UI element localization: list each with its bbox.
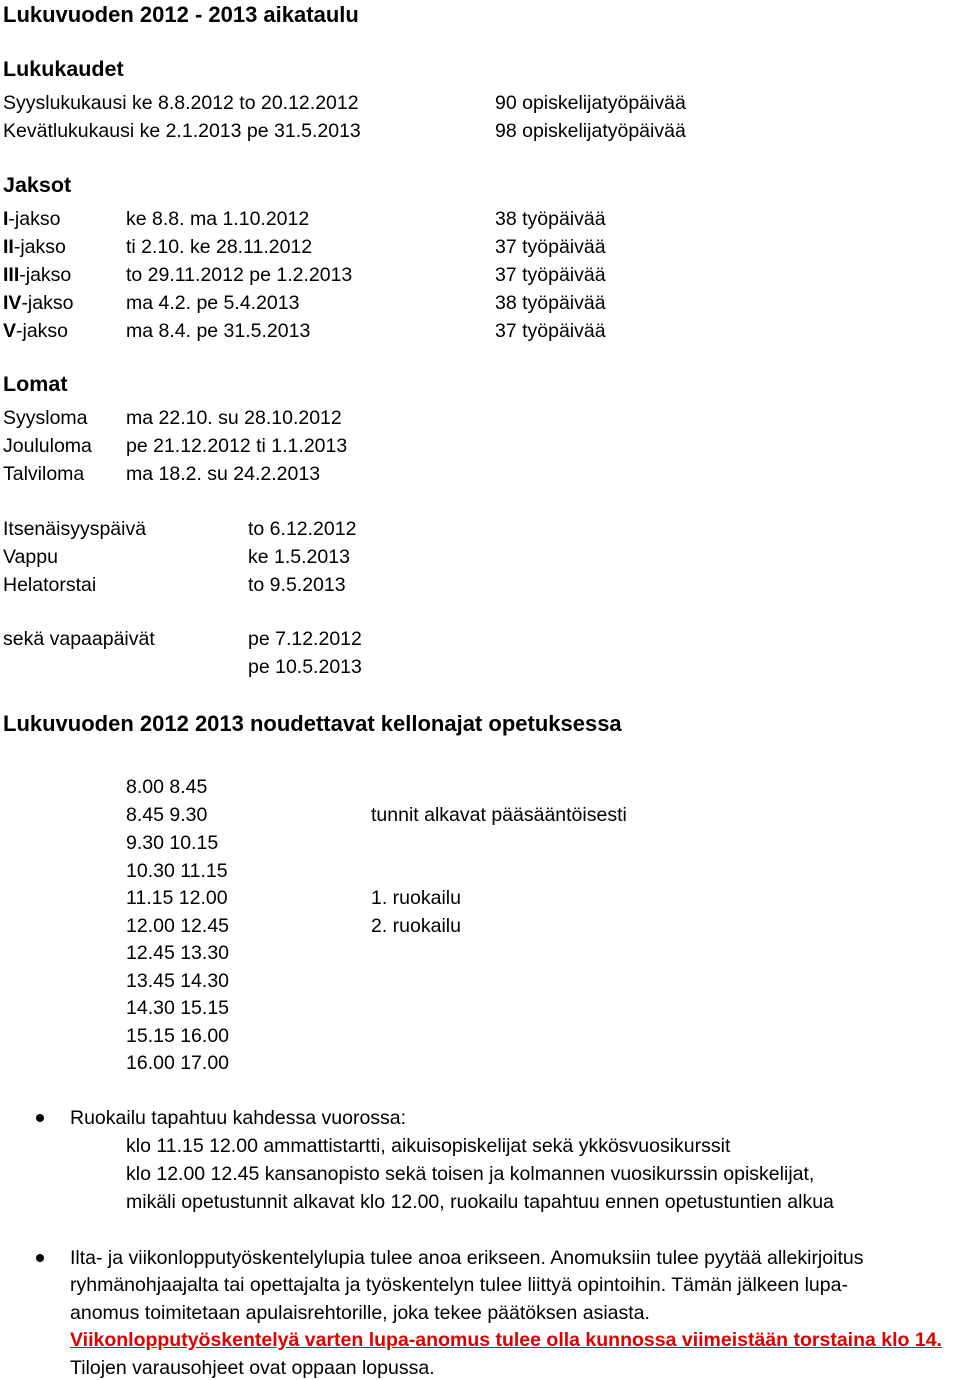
- time-slot: 8.45 9.30: [126, 804, 208, 826]
- jakso-days: 38 työpäivää: [495, 208, 606, 230]
- vapaa-name: Itsenäisyyspäivä: [3, 518, 147, 540]
- time-slot: 11.15 12.00: [126, 887, 228, 909]
- time-note: 1. ruokailu: [371, 887, 461, 909]
- jakso-dates: to 29.11.2012 pe 1.2.2013: [126, 264, 353, 286]
- jaksot-heading: Jaksot: [3, 173, 72, 197]
- time-note: 2. ruokailu: [371, 915, 461, 937]
- luvat-line: anomus toimitetaan apulaisrehtorille, joka tekee päätöksen asiasta.: [70, 1302, 650, 1324]
- jakso-dates: ke 8.8. ma 1.10.2012: [126, 208, 310, 230]
- vapaapaiva-date: pe 7.12.2012: [248, 628, 362, 650]
- ruokailu-lead: Ruokailu tapahtuu kahdessa vuorossa:: [70, 1107, 407, 1129]
- luvat-line: ryhmänohjaajalta tai opettajalta ja työskentelyn tulee liittyä opintoihin. Tämän jälkeen lupa-: [70, 1274, 848, 1296]
- jakso-label: II-jakso: [3, 236, 66, 258]
- loma-dates: pe 21.12.2012 ti 1.1.2013: [126, 435, 348, 457]
- bullet-icon: [36, 1254, 44, 1262]
- ruokailu-line: klo 12.00 12.45 kansanopisto sekä toisen ja kolmannen vuosikurssin opiskelijat,: [126, 1163, 815, 1185]
- jakso-label: I-jakso: [3, 208, 61, 230]
- jakso-days: 37 työpäivää: [495, 320, 606, 342]
- kellonajat-heading: Lukuvuoden 2012 2013 noudettavat kellonajat opetuksessa: [3, 711, 622, 736]
- loma-name: Syysloma: [3, 407, 88, 429]
- lukukaudet-heading: Lukukaudet: [3, 57, 124, 81]
- jakso-label: IV-jakso: [3, 292, 74, 314]
- time-slot: 9.30 10.15: [126, 832, 219, 854]
- loma-dates: ma 18.2. su 24.2.2013: [126, 463, 321, 485]
- luvat-line: Tilojen varausohjeet ovat oppaan lopussa.: [70, 1357, 435, 1379]
- lukukausi-syys: Syyslukukausi ke 8.8.2012 to 20.12.2012: [3, 92, 359, 114]
- lomat-heading: Lomat: [3, 372, 68, 396]
- luvat-warning: Viikonlopputyöskentelyä varten lupa-anomus tulee olla kunnossa viimeistään torstaina klo 14.: [70, 1329, 942, 1351]
- vapaapaiva-date: pe 10.5.2013: [248, 656, 362, 678]
- lukukausi-syys-days: 90 opiskelijatyöpäivää: [495, 92, 686, 114]
- vapaa-date: to 9.5.2013: [248, 574, 346, 596]
- time-slot: 16.00 17.00: [126, 1052, 230, 1074]
- vapaa-date: to 6.12.2012: [248, 518, 357, 540]
- vapaa-name: Vappu: [3, 546, 58, 568]
- lukukausi-kevat: Kevätlukukausi ke 2.1.2013 pe 31.5.2013: [3, 120, 361, 142]
- time-note: tunnit alkavat pääsääntöisesti: [371, 804, 627, 826]
- vapaa-date: ke 1.5.2013: [248, 546, 350, 568]
- jakso-days: 37 työpäivää: [495, 236, 606, 258]
- jakso-label: III-jakso: [3, 264, 72, 286]
- loma-name: Joululoma: [3, 435, 92, 457]
- time-slot: 10.30 11.15: [126, 860, 228, 882]
- page-title: Lukuvuoden 2012 - 2013 aikataulu: [3, 2, 359, 27]
- jakso-dates: ti 2.10. ke 28.11.2012: [126, 236, 313, 258]
- jakso-dates: ma 4.2. pe 5.4.2013: [126, 292, 300, 314]
- bullet-icon: [36, 1114, 44, 1122]
- vapaapaivat-label: sekä vapaapäivät: [3, 628, 155, 650]
- lukukausi-kevat-days: 98 opiskelijatyöpäivää: [495, 120, 686, 142]
- jakso-days: 38 työpäivää: [495, 292, 606, 314]
- loma-dates: ma 22.10. su 28.10.2012: [126, 407, 342, 429]
- jakso-dates: ma 8.4. pe 31.5.2013: [126, 320, 311, 342]
- jakso-label: V-jakso: [3, 320, 69, 342]
- time-slot: 12.45 13.30: [126, 942, 230, 964]
- luvat-line: Ilta- ja viikonlopputyöskentelylupia tulee anoa erikseen. Anomuksiin tulee pyytää allekirjoitus: [70, 1247, 864, 1269]
- vapaa-name: Helatorstai: [3, 574, 97, 596]
- jakso-days: 37 työpäivää: [495, 264, 606, 286]
- ruokailu-line: mikäli opetustunnit alkavat klo 12.00, ruokailu tapahtuu ennen opetustuntien alkua: [126, 1191, 834, 1213]
- time-slot: 12.00 12.45: [126, 915, 230, 937]
- time-slot: 15.15 16.00: [126, 1025, 230, 1047]
- time-slot: 14.30 15.15: [126, 997, 230, 1019]
- time-slot: 8.00 8.45: [126, 776, 208, 798]
- ruokailu-line: klo 11.15 12.00 ammattistartti, aikuisopiskelijat sekä ykkösvuosikurssit: [126, 1135, 731, 1157]
- loma-name: Talviloma: [3, 463, 85, 485]
- time-slot: 13.45 14.30: [126, 970, 230, 992]
